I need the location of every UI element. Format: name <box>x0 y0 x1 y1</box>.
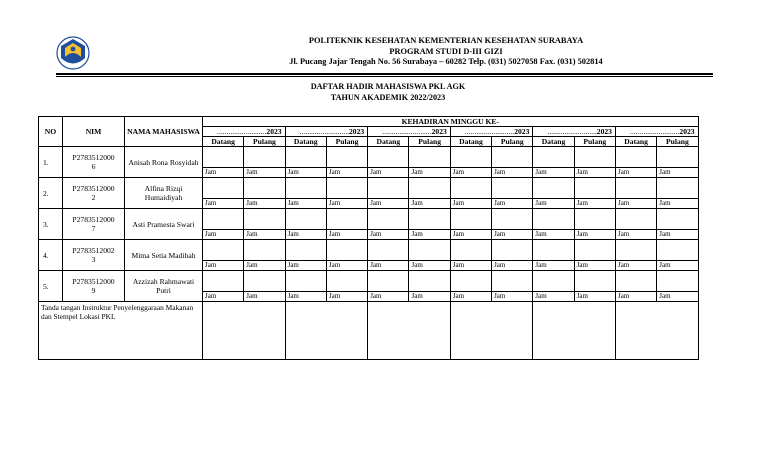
signature-cell <box>574 240 615 261</box>
signature-cell <box>244 209 285 230</box>
signature-cell <box>368 240 409 261</box>
time-cell: Jam <box>409 230 450 240</box>
col-header-pulang: Pulang <box>326 137 367 147</box>
week-header-4 <box>450 127 533 137</box>
institution-address: Jl. Pucang Jajar Tengah No. 56 Surabaya – 60282 Telp. (031) 5027058 Fax. (031) 502814 <box>289 57 603 66</box>
student-nim <box>63 178 125 209</box>
time-cell: Jam <box>326 199 367 209</box>
instructor-signature-cell <box>203 302 286 360</box>
time-cell: Jam <box>657 292 698 302</box>
time-cell: Jam <box>450 292 491 302</box>
col-header-no: NO <box>39 117 63 147</box>
signature-cell <box>326 240 367 261</box>
signature-cell <box>244 240 285 261</box>
time-cell: Jam <box>450 199 491 209</box>
row-number: 5. <box>39 271 63 302</box>
col-header-datang: Datang <box>285 137 326 147</box>
col-header-pulang: Pulang <box>492 137 533 147</box>
time-cell: Jam <box>368 199 409 209</box>
signature-cell <box>492 271 533 292</box>
signature-cell <box>409 178 450 199</box>
signature-cell <box>574 271 615 292</box>
nim-line-1: P2783512000 <box>72 277 115 286</box>
col-header-pulang: Pulang <box>409 137 450 147</box>
time-cell: Jam <box>492 292 533 302</box>
student-nim <box>63 147 125 178</box>
signature-cell <box>203 209 244 230</box>
time-cell: Jam <box>533 230 574 240</box>
signature-cell <box>574 178 615 199</box>
signature-cell <box>450 209 491 230</box>
time-cell: Jam <box>615 199 656 209</box>
time-cell: Jam <box>326 261 367 271</box>
week-dots: .......................... <box>464 127 515 136</box>
week-header-5 <box>533 127 616 137</box>
time-cell: Jam <box>285 199 326 209</box>
signature-cell <box>492 240 533 261</box>
student-name: Alfina Rizqi Humaidiyah <box>125 178 203 209</box>
time-cell: Jam <box>492 230 533 240</box>
signature-cell <box>409 240 450 261</box>
week-dots: .......................... <box>547 127 597 136</box>
time-cell: Jam <box>285 261 326 271</box>
time-cell: Jam <box>574 199 615 209</box>
time-cell: Jam <box>615 168 656 178</box>
week-dots: .......................... <box>382 127 432 136</box>
table-row <box>39 147 699 168</box>
header-rule-thick <box>56 73 713 75</box>
signature-cell <box>574 147 615 168</box>
signature-cell <box>409 271 450 292</box>
instructor-signature-cell <box>615 302 698 360</box>
nim-line-2: 9 <box>91 286 96 295</box>
signature-cell <box>326 271 367 292</box>
signature-cell <box>574 209 615 230</box>
time-cell: Jam <box>409 168 450 178</box>
signature-cell <box>409 209 450 230</box>
time-cell: Jam <box>533 199 574 209</box>
week-header-1 <box>203 127 286 137</box>
time-cell: Jam <box>657 261 698 271</box>
signature-cell <box>533 178 574 199</box>
student-name: Azzizah Rahmawati Putri <box>125 271 203 302</box>
title-line-2: TAHUN AKADEMIK 2022/2023 <box>330 92 446 102</box>
week-year: 2023 <box>679 127 695 136</box>
col-header-datang: Datang <box>203 137 244 147</box>
col-header-datang: Datang <box>533 137 574 147</box>
table-row <box>39 271 699 292</box>
time-cell: Jam <box>533 168 574 178</box>
signature-cell <box>326 147 367 168</box>
week-year: 2023 <box>266 127 282 136</box>
time-cell: Jam <box>244 292 285 302</box>
time-cell: Jam <box>409 292 450 302</box>
signature-cell <box>533 209 574 230</box>
time-cell: Jam <box>657 168 698 178</box>
time-cell: Jam <box>574 168 615 178</box>
signature-cell <box>368 147 409 168</box>
time-cell: Jam <box>203 199 244 209</box>
week-year: 2023 <box>431 127 447 136</box>
time-cell: Jam <box>326 168 367 178</box>
student-name: Mima Setia Madihah <box>125 240 203 271</box>
signature-cell <box>615 147 656 168</box>
time-cell: Jam <box>285 292 326 302</box>
time-cell: Jam <box>450 168 491 178</box>
time-cell: Jam <box>533 261 574 271</box>
time-cell: Jam <box>615 261 656 271</box>
week-header-3 <box>368 127 451 137</box>
signature-cell <box>615 209 656 230</box>
kemenkes-logo-icon <box>56 36 90 70</box>
document-title <box>0 82 768 103</box>
signature-cell <box>285 147 326 168</box>
time-cell: Jam <box>492 261 533 271</box>
signature-cell <box>285 209 326 230</box>
nim-line-1: P2783512002 <box>72 246 115 255</box>
signature-cell <box>285 178 326 199</box>
letterhead <box>56 34 716 74</box>
time-cell: Jam <box>244 168 285 178</box>
time-cell: Jam <box>326 230 367 240</box>
week-year: 2023 <box>596 127 612 136</box>
time-cell: Jam <box>368 292 409 302</box>
signature-cell <box>368 209 409 230</box>
time-cell: Jam <box>368 261 409 271</box>
time-cell: Jam <box>203 261 244 271</box>
col-header-nama: NAMA MAHASISWA <box>125 117 203 147</box>
signature-cell <box>285 240 326 261</box>
signature-cell <box>326 178 367 199</box>
instructor-signature-cell <box>368 302 451 360</box>
week-dots: .......................... <box>217 127 267 136</box>
signature-cell <box>326 209 367 230</box>
time-cell: Jam <box>492 168 533 178</box>
table-row <box>39 240 699 261</box>
nim-line-2: 7 <box>91 224 96 233</box>
time-cell: Jam <box>450 230 491 240</box>
week-year: 2023 <box>514 127 530 136</box>
time-cell: Jam <box>615 292 656 302</box>
time-cell: Jam <box>450 261 491 271</box>
instructor-signature-cell <box>450 302 533 360</box>
nim-line-2: 3 <box>91 255 96 264</box>
time-cell: Jam <box>574 292 615 302</box>
time-cell: Jam <box>409 261 450 271</box>
instructor-signature-cell <box>285 302 368 360</box>
signature-cell <box>203 271 244 292</box>
signature-label: Tanda tangan Instruktur Penyelenggaraan Makanan dan Stempel Lokasi PKL <box>39 302 203 360</box>
signature-cell <box>368 178 409 199</box>
signature-cell <box>492 178 533 199</box>
row-number: 4. <box>39 240 63 271</box>
time-cell: Jam <box>244 261 285 271</box>
signature-cell <box>450 147 491 168</box>
student-nim <box>63 209 125 240</box>
week-header-2 <box>285 127 368 137</box>
student-name: Anisah Rona Rosyidah <box>125 147 203 178</box>
col-header-nim: NIM <box>63 117 125 147</box>
signature-cell <box>657 147 698 168</box>
time-cell: Jam <box>574 230 615 240</box>
row-number: 2. <box>39 178 63 209</box>
table-row <box>39 178 699 199</box>
signature-cell <box>657 209 698 230</box>
header-rule-thin <box>56 76 713 77</box>
time-cell: Jam <box>326 292 367 302</box>
signature-cell <box>450 240 491 261</box>
week-header-6 <box>615 127 698 137</box>
time-cell: Jam <box>203 230 244 240</box>
signature-cell <box>368 271 409 292</box>
nim-line-1: P2783512000 <box>72 153 115 162</box>
attendance-table <box>38 116 699 360</box>
week-dots: .......................... <box>299 127 349 136</box>
time-cell: Jam <box>615 230 656 240</box>
signature-cell <box>409 147 450 168</box>
week-year: 2023 <box>349 127 365 136</box>
signature-cell <box>533 147 574 168</box>
time-cell: Jam <box>657 199 698 209</box>
col-header-datang: Datang <box>615 137 656 147</box>
time-cell: Jam <box>244 230 285 240</box>
nim-line-2: 2 <box>91 193 96 202</box>
time-cell: Jam <box>203 168 244 178</box>
signature-row <box>39 302 699 360</box>
signature-cell <box>657 240 698 261</box>
col-header-kehadiran: KEHADIRAN MINGGU KE- <box>203 117 699 127</box>
time-cell: Jam <box>203 292 244 302</box>
signature-cell <box>533 271 574 292</box>
signature-cell <box>657 271 698 292</box>
time-cell: Jam <box>285 168 326 178</box>
time-cell: Jam <box>368 230 409 240</box>
row-number: 1. <box>39 147 63 178</box>
signature-cell <box>533 240 574 261</box>
signature-cell <box>615 240 656 261</box>
institution-name: POLITEKNIK KESEHATAN KEMENTERIAN KESEHATAN SURABAYA <box>308 36 584 45</box>
nim-line-1: P2783512000 <box>72 184 115 193</box>
signature-cell <box>285 271 326 292</box>
student-nim <box>63 240 125 271</box>
program-name: PROGRAM STUDI D-III GIZI <box>389 46 503 56</box>
col-header-datang: Datang <box>368 137 409 147</box>
student-name: Asti Pramesta Swari <box>125 209 203 240</box>
row-number: 3. <box>39 209 63 240</box>
signature-cell <box>203 147 244 168</box>
time-cell: Jam <box>657 230 698 240</box>
time-cell: Jam <box>533 292 574 302</box>
col-header-pulang: Pulang <box>657 137 698 147</box>
signature-cell <box>450 271 491 292</box>
nim-line-2: 6 <box>91 162 96 171</box>
signature-cell <box>203 178 244 199</box>
time-cell: Jam <box>492 199 533 209</box>
signature-cell <box>450 178 491 199</box>
col-header-pulang: Pulang <box>244 137 285 147</box>
time-cell: Jam <box>285 230 326 240</box>
time-cell: Jam <box>574 261 615 271</box>
signature-cell <box>244 178 285 199</box>
signature-cell <box>244 147 285 168</box>
time-cell: Jam <box>244 199 285 209</box>
signature-cell <box>492 147 533 168</box>
signature-cell <box>492 209 533 230</box>
table-row <box>39 209 699 230</box>
signature-cell <box>615 271 656 292</box>
col-header-pulang: Pulang <box>574 137 615 147</box>
student-nim <box>63 271 125 302</box>
signature-cell <box>203 240 244 261</box>
signature-cell <box>657 178 698 199</box>
signature-cell <box>615 178 656 199</box>
col-header-datang: Datang <box>450 137 491 147</box>
nim-line-1: P2783512000 <box>72 215 115 224</box>
time-cell: Jam <box>409 199 450 209</box>
time-cell: Jam <box>368 168 409 178</box>
signature-cell <box>244 271 285 292</box>
instructor-signature-cell <box>533 302 616 360</box>
title-line-1: DAFTAR HADIR MAHASISWA PKL AGK <box>310 82 466 91</box>
week-dots: .......................... <box>630 127 680 136</box>
